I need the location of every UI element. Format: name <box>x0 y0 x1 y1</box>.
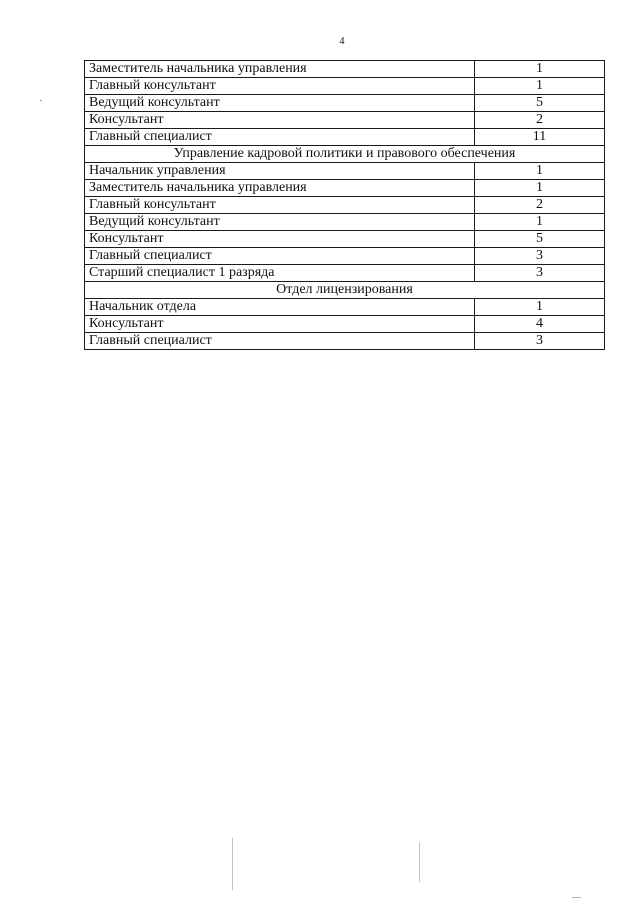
count-cell: 1 <box>475 180 605 197</box>
table-row <box>85 180 605 197</box>
position-cell: Консультант <box>85 231 475 248</box>
section-title: Управление кадровой политики и правового обеспечения <box>85 146 605 163</box>
table-row <box>85 129 605 146</box>
position-cell: Главный специалист <box>85 129 475 146</box>
table-row <box>85 214 605 231</box>
count-cell: 2 <box>475 197 605 214</box>
staffing-table-body <box>85 61 605 350</box>
count-cell: 3 <box>475 333 605 350</box>
section-header-row <box>85 282 605 299</box>
position-cell: Ведущий консультант <box>85 95 475 112</box>
scan-line <box>419 842 420 882</box>
table-row <box>85 163 605 180</box>
table-row <box>85 197 605 214</box>
count-cell: 4 <box>475 316 605 333</box>
table-row <box>85 95 605 112</box>
page-number: 4 <box>339 36 345 47</box>
position-cell: Главный специалист <box>85 248 475 265</box>
position-cell: Старший специалист 1 разряда <box>85 265 475 282</box>
staffing-table <box>84 60 605 350</box>
table-row <box>85 299 605 316</box>
count-cell: 1 <box>475 214 605 231</box>
scan-speck <box>572 897 581 898</box>
table-row <box>85 333 605 350</box>
count-cell: 1 <box>475 163 605 180</box>
table-row <box>85 316 605 333</box>
position-cell: Начальник отдела <box>85 299 475 316</box>
position-cell: Консультант <box>85 316 475 333</box>
table-row <box>85 248 605 265</box>
section-header-row <box>85 146 605 163</box>
table-row <box>85 61 605 78</box>
scan-line <box>232 838 233 890</box>
table-row <box>85 231 605 248</box>
scan-speck <box>40 100 42 101</box>
count-cell: 5 <box>475 231 605 248</box>
position-cell: Главный консультант <box>85 78 475 95</box>
table-row <box>85 78 605 95</box>
position-cell: Заместитель начальника управления <box>85 61 475 78</box>
position-cell: Начальник управления <box>85 163 475 180</box>
count-cell: 1 <box>475 299 605 316</box>
table-row <box>85 112 605 129</box>
position-cell: Консультант <box>85 112 475 129</box>
position-cell: Ведущий консультант <box>85 214 475 231</box>
count-cell: 5 <box>475 95 605 112</box>
count-cell: 1 <box>475 78 605 95</box>
position-cell: Главный специалист <box>85 333 475 350</box>
table-row <box>85 265 605 282</box>
position-cell: Главный консультант <box>85 197 475 214</box>
count-cell: 3 <box>475 265 605 282</box>
position-cell: Заместитель начальника управления <box>85 180 475 197</box>
count-cell: 3 <box>475 248 605 265</box>
count-cell: 11 <box>475 129 605 146</box>
section-title: Отдел лицензирования <box>85 282 605 299</box>
count-cell: 2 <box>475 112 605 129</box>
count-cell: 1 <box>475 61 605 78</box>
